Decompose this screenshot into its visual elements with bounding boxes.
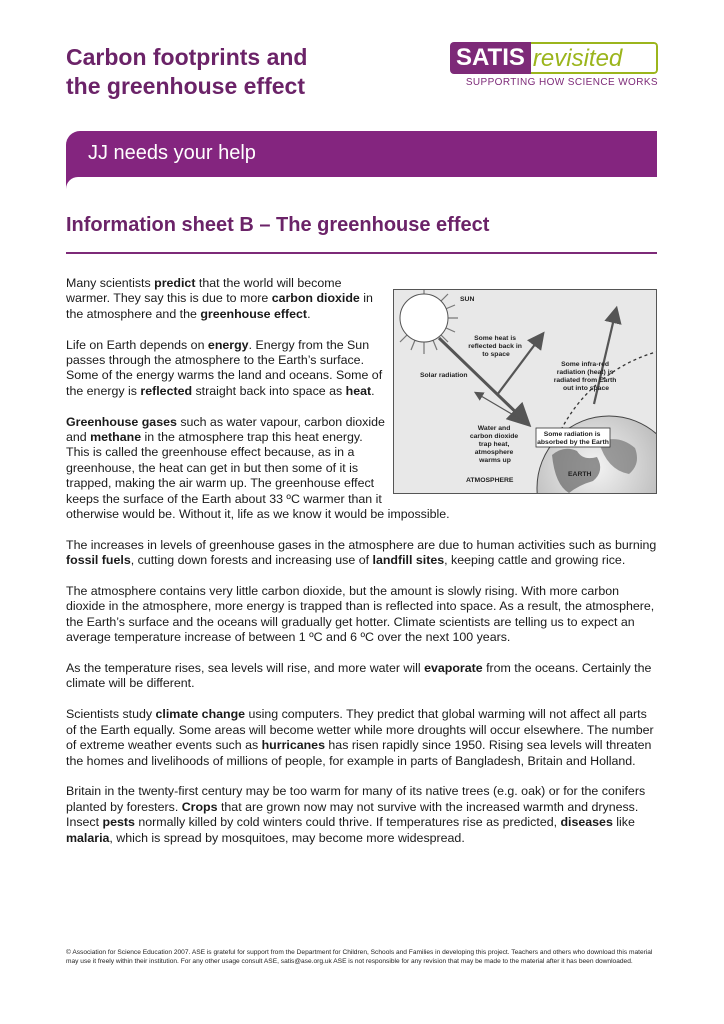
title-line-1: Carbon footprints and — [66, 44, 308, 70]
sun-icon — [400, 290, 458, 354]
infrared-label: Some infra-red radiation (heat) is radiated from Earth out into space — [553, 361, 617, 392]
section-banner — [66, 131, 657, 177]
paragraph-britain: Britain in the twenty-first century may be too warm for many of its native trees (e.g. oak) or for the conifers planted by foresters. Crops that are grown now may not survive with the increased warmth and dryness. Insect pests normally killed by cold winters could thrive. If temperatures rise as predicted, diseases like malaria, which is spread by mosquitoes, may become more widespread. — [66, 784, 646, 845]
logo-suffix: revisited — [531, 42, 658, 74]
main-content — [66, 276, 657, 861]
banner-corner — [66, 177, 78, 189]
logo-brand: SATIS — [450, 42, 531, 74]
atmosphere-label: ATMOSPHERE — [466, 477, 514, 484]
logo-tagline: SUPPORTING HOW SCIENCE WORKS — [465, 77, 658, 88]
section-title: Information sheet B – The greenhouse effect — [66, 214, 490, 236]
paragraph-climate-change: Scientists study climate change using computers. They predict that global warming will not affect all parts of the Earth equally. Some areas will become wetter while more droughts will occur elsewhere. The number of extreme weather events such as hurricanes has risen rapidly since 1950. Rising sea levels will threaten the homes and livelihoods of millions of people, for example in parts of Bangladesh, Britain and Holland. — [66, 707, 654, 768]
paragraph-predict: Many scientists predict that the world will become warmer. They say this is due to more carbon dioxide in the atmosphere and the greenhouse effect. — [66, 276, 373, 321]
paragraph-carbon-dioxide: The atmosphere contains very little carbon dioxide, but the amount is slowly rising. With more carbon dioxide in the atmosphere, more energy is trapped than is reflected into space. As a result, the atmosphere, the Earth’s surface and the oceans will gradually get hotter. Climate scientists are telling us to expect an average temperature increase of between 1 ºC and 6 ºC over the next 100 years. — [66, 584, 655, 645]
satis-logo — [450, 42, 658, 88]
paragraph-energy: Life on Earth depends on energy. Energy from the Sun passes through the atmosphere to the Earth’s surface. Some of the energy warms the land and oceans. Some of the energy is reflected straight back into space as heat. — [66, 337, 383, 398]
paragraph-greenhouse-gases: Greenhouse gases such as water vapour, carbon dioxide and methane in the atmosphere trap this heat energy. This is called the greenhouse effect because, as in a greenhouse, the heat can get in but then some of it is trapped, making the air warm up. The greenhouse effect keeps the surface of the Earth about 33 ºC warmer than it otherwise would be. Without it, life as we know it would be impossible. — [66, 414, 450, 522]
sun-label: SUN — [460, 296, 475, 303]
banner-label: JJ needs your help — [88, 142, 256, 164]
trap-heat-label: Water and carbon dioxide trap heat, atmosphere warms up — [469, 425, 519, 464]
title-line-2: the greenhouse effect — [66, 73, 305, 99]
reflected-label: Some heat is reflected back in to space — [468, 335, 522, 358]
earth-label: EARTH — [568, 471, 592, 478]
paragraph-sea-levels: As the temperature rises, sea levels will rise, and more water will evaporate from the oceans. Certainly the climate will be different. — [66, 661, 652, 691]
page-title — [66, 43, 307, 101]
diagram-svg — [394, 290, 656, 493]
title-divider — [66, 252, 657, 254]
absorbed-label: Some radiation is absorbed by the Earth — [537, 431, 609, 446]
copyright-footer: © Association for Science Education 2007. ASE is grateful for support from the Department for Children, Schools and Families in developing this project. Teachers and others who download this material may use it freely within their institution. For any other usage consult ASE, satis@ase.org.uk ASE is not responsible for any revision that may be made to the material after it has been downloaded. — [66, 949, 653, 965]
paragraph-human-activities: The increases in levels of greenhouse gases in the atmosphere are due to human activities such as burning fossil fuels, cutting down forests and increasing use of landfill sites, keeping cattle and growing rice. — [66, 537, 657, 568]
solar-radiation-label: Solar radiation — [420, 372, 468, 379]
greenhouse-diagram — [393, 289, 657, 494]
logo-wordmark — [450, 42, 658, 74]
